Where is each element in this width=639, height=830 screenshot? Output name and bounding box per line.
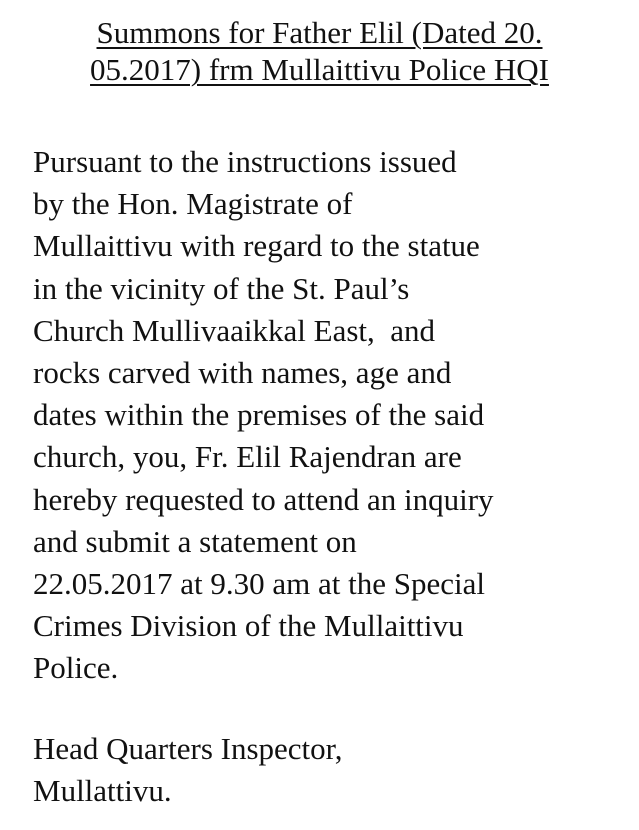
body-line: Police.: [33, 650, 119, 686]
body-line: 22.05.2017 at 9.30 am at the Special: [33, 566, 485, 602]
title-line-1: Summons for Father Elil (Dated 20.: [96, 15, 543, 50]
body-line: Crimes Division of the Mullaittivu: [33, 608, 464, 644]
body-line: church, you, Fr. Elil Rajendran are: [33, 439, 462, 475]
title-line-2: 05.2017) frm Mullaittivu Police HQI: [90, 52, 549, 87]
document-title: [0, 14, 639, 88]
signature-block: [33, 728, 343, 812]
summons-body: [33, 141, 494, 690]
body-line: Mullaittivu with regard to the statue: [33, 228, 480, 264]
body-line: and submit a statement on: [33, 523, 357, 559]
signatory-location: Mullattivu.: [33, 773, 172, 809]
body-line: dates within the premises of the said: [33, 397, 485, 433]
body-line: Pursuant to the instructions issued: [33, 144, 457, 179]
body-line: in the vicinity of the St. Paul’s: [33, 270, 410, 306]
body-line: rocks carved with names, age and: [33, 355, 452, 391]
body-line: Church Mullivaaikkal East, and: [33, 312, 436, 348]
signatory-title: Head Quarters Inspector,: [33, 731, 343, 766]
body-line: by the Hon. Magistrate of: [33, 186, 353, 222]
body-line: hereby requested to attend an inquiry: [33, 481, 494, 517]
